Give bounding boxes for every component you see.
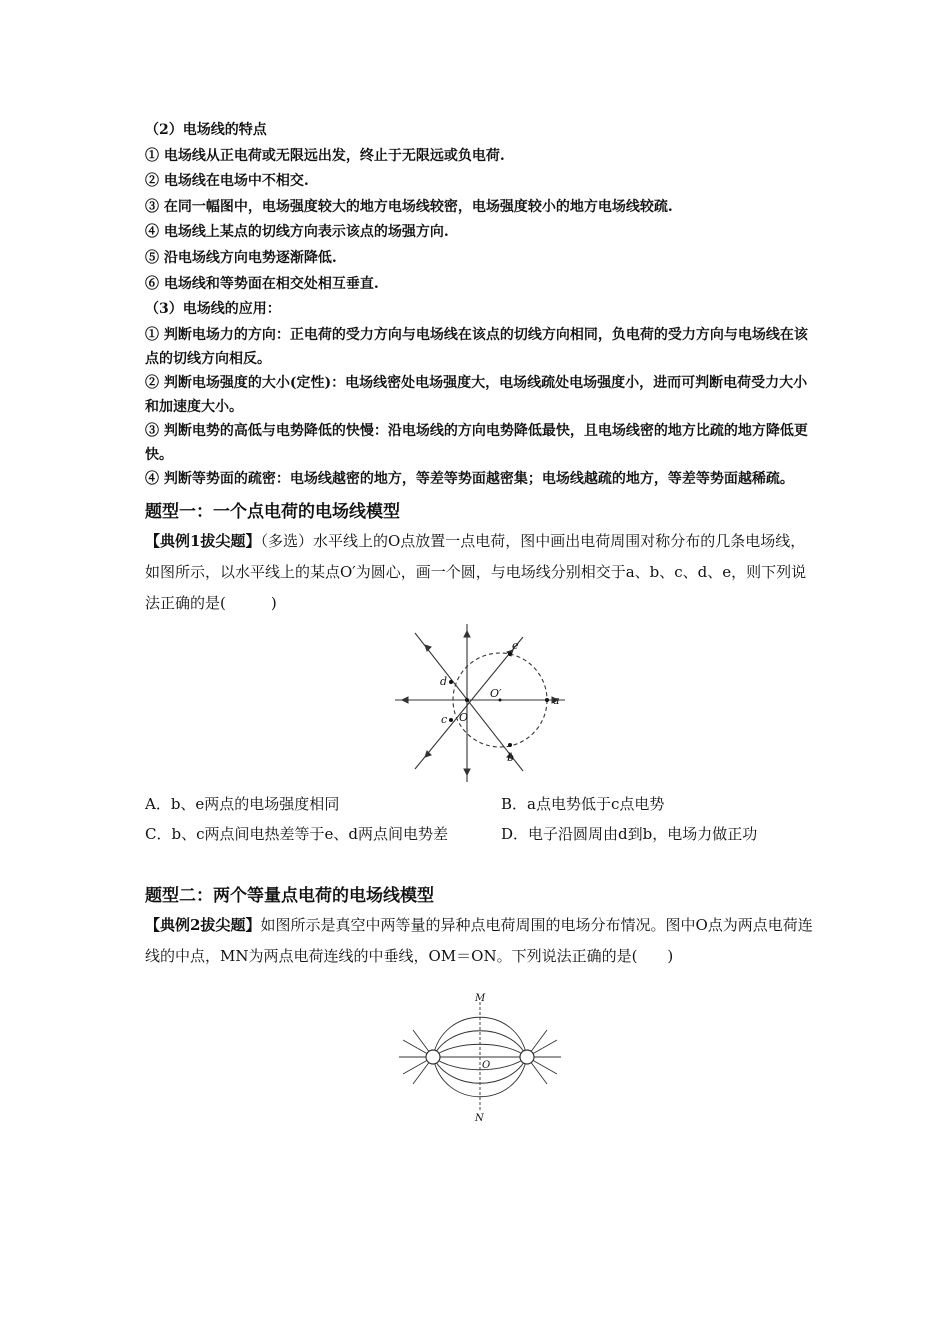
label-o: O [459, 710, 469, 724]
options-row-2 [145, 819, 815, 849]
option-c[interactable]: C．b、c两点间电热差等于e、d两点间电势差 [145, 824, 448, 843]
document-page [145, 118, 815, 1122]
arrow-down-left [425, 751, 431, 757]
right-charge [520, 1050, 534, 1064]
section3-title: （3）电场线的应用： [145, 301, 281, 318]
point-a [545, 698, 549, 702]
point-b [508, 743, 512, 747]
label-d: d [440, 674, 448, 688]
type2-stem: 如图所示是真空中两等量的异种点电荷周围的电场分布情况。图中O点为两点电荷连线的中点，MN为两点电荷连线的中垂线，OM＝ON。下列说法正确的是( ) [145, 915, 813, 965]
type1-question [145, 526, 815, 619]
type1-heading: 题型一：一个点电荷的电场线模型 [145, 501, 400, 522]
charge-o [465, 698, 469, 702]
diagonal-field-line-1 [415, 637, 523, 769]
label-m: M [475, 992, 486, 1004]
dipole-figure [395, 992, 565, 1122]
option-d[interactable]: D．电子沿圆周由d到b，电场力做正功 [501, 824, 758, 843]
section3-item-4: ④ 判断等势面的疏密：电场线越密的地方，等差等势面越密集；电场线越疏的地方，等差等势面越稀疏。 [145, 470, 794, 487]
point-d [449, 680, 453, 684]
label-n: N [475, 1112, 484, 1122]
section3-item-1: ① 判断电场力的方向：正电荷的受力方向与电场线在该点的切线方向相同，负电荷的受力方向与电场线在该点的切线方向相反。 [145, 326, 808, 367]
point-c [449, 718, 453, 722]
section2-item-3: ③ 在同一幅图中，电场强度较大的地方电场线较密，电场强度较小的地方电场线较疏. [145, 198, 673, 215]
point-charge-figure [385, 619, 575, 789]
section2-title: （2）电场线的特点 [145, 122, 267, 138]
section2-item-4: ④ 电场线上某点的切线方向表示该点的场强方向. [145, 224, 449, 241]
type1-stem: （多选）水平线上的O点放置一点电荷，图中画出电荷周围对称分布的几条电场线，如图所示，以水平线上的某点O′为圆心，画一个圆，与电场线分别相交于a、b、c、d、e，则下列说法正确的是( ) [145, 531, 807, 612]
section2-item-2: ② 电场线在电场中不相交. [145, 173, 309, 190]
arrow-down [464, 769, 470, 775]
section2-item-1: ① 电场线从正电荷或无限远出发，终止于无限远或负电荷. [145, 147, 505, 164]
section2-item-6: ⑥ 电场线和等势面在相交处相互垂直. [145, 275, 379, 292]
arrow-up-left [425, 645, 431, 651]
left-charge [426, 1050, 440, 1064]
section2-item-5: ⑤ 沿电场线方向电势逐渐降低. [145, 249, 337, 266]
label-o2: O [482, 1059, 491, 1071]
option-a[interactable]: A．b、e两点的电场强度相同 [145, 794, 340, 813]
arrow-left [402, 697, 408, 703]
label-c: c [441, 712, 448, 726]
type2-question [145, 910, 815, 972]
option-b[interactable]: B．a点电势低于c点电势 [501, 794, 665, 813]
arrow-up [464, 631, 470, 637]
field-line-upper-1 [433, 1044, 527, 1057]
options-row-1 [145, 789, 815, 819]
type2-heading: 题型二：两个等量点电荷的电场线模型 [145, 885, 434, 906]
section3-item-2: ② 判断电场强度的大小(定性)：电场线密处电场强度大，电场线疏处电场强度小，进而可判断电荷受力大小和加速度大小。 [145, 374, 808, 415]
type2-tag: 【典例2拔尖题】 [145, 915, 261, 934]
label-b: b [507, 750, 515, 764]
label-a: a [553, 693, 560, 707]
type1-tag: 【典例1拔尖题】 [145, 531, 261, 550]
section3-item-3: ③ 判断电势的高低与电势降低的快慢：沿电场线的方向电势降低最快，且电场线密的地方比疏的地方降低更快。 [145, 422, 808, 463]
label-e: e [512, 638, 519, 652]
label-o-prime: O′ [490, 686, 502, 700]
point-e [508, 652, 512, 656]
